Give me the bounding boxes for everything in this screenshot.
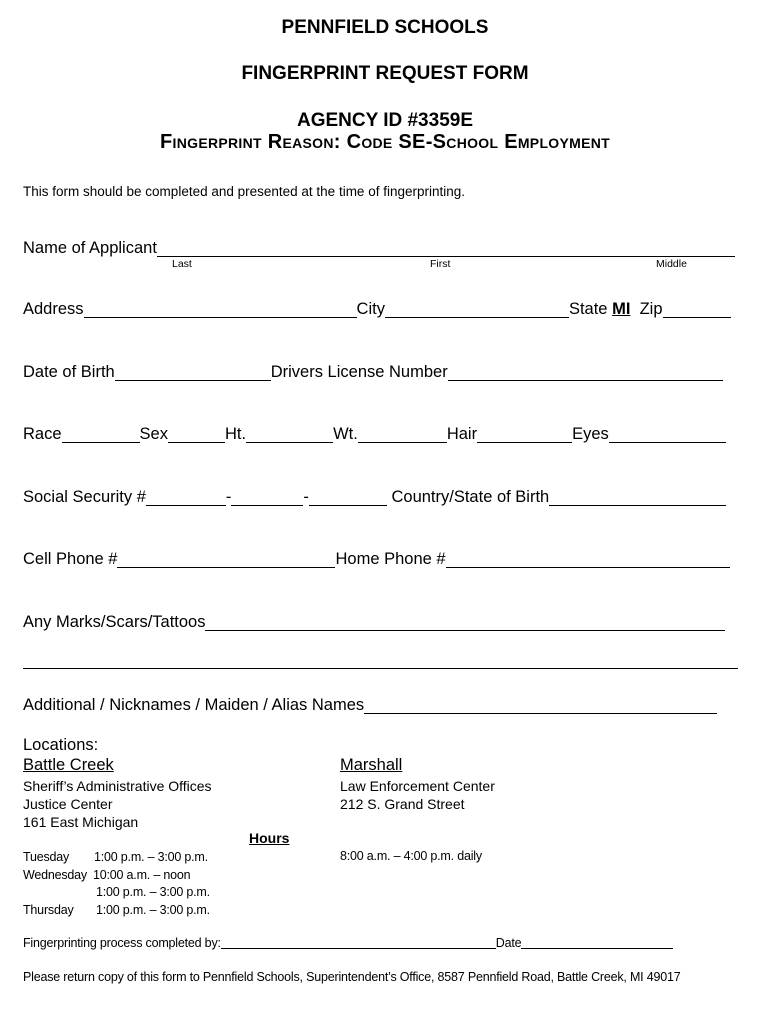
home-label: Home Phone # bbox=[335, 550, 446, 568]
alias-field[interactable] bbox=[364, 695, 717, 714]
ssn-part2[interactable] bbox=[231, 487, 303, 506]
hours-time: 10:00 a.m. – noon bbox=[93, 867, 191, 882]
middle-label: Middle bbox=[656, 258, 687, 270]
ssn-dash: - bbox=[303, 488, 309, 506]
return-instructions: Please return copy of this form to Pennfield Schools, Superintendent’s Office, 8587 Pennfield Road, Battle Creek, MI 49017 bbox=[23, 970, 681, 984]
city-label: City bbox=[356, 300, 385, 318]
birth-field[interactable] bbox=[549, 487, 726, 506]
name-field[interactable] bbox=[157, 238, 735, 257]
address-label: Address bbox=[23, 300, 84, 318]
address-row bbox=[23, 297, 731, 319]
battle-creek-address bbox=[23, 777, 212, 831]
home-field[interactable] bbox=[446, 549, 730, 568]
last-label: Last bbox=[172, 258, 192, 270]
dl-field[interactable] bbox=[448, 362, 723, 381]
birth-label: Country/State of Birth bbox=[391, 488, 550, 506]
address-line: 212 S. Grand Street bbox=[340, 796, 465, 812]
ssn-part1[interactable] bbox=[146, 487, 226, 506]
dob-field[interactable] bbox=[115, 362, 271, 381]
date-label: Date bbox=[495, 936, 522, 950]
form-title: FINGERPRINT REQUEST FORM bbox=[241, 63, 529, 84]
name-row bbox=[23, 236, 735, 258]
dob-label: Date of Birth bbox=[23, 363, 115, 381]
hours-day: Thursday bbox=[23, 902, 74, 917]
ht-label: Ht. bbox=[224, 425, 247, 443]
ssn-part3[interactable] bbox=[309, 487, 387, 506]
marshall-hours: 8:00 a.m. – 4:00 p.m. daily bbox=[340, 849, 482, 863]
battle-creek-heading: Battle Creek bbox=[23, 756, 114, 774]
address-line: 161 East Michigan bbox=[23, 814, 139, 830]
marks-label: Any Marks/Scars/Tattoos bbox=[23, 613, 206, 631]
race-field[interactable] bbox=[62, 424, 140, 443]
eyes-field[interactable] bbox=[609, 424, 726, 443]
alias-row bbox=[23, 693, 717, 715]
intro-text: This form should be completed and presented at the time of fingerprinting. bbox=[23, 184, 465, 199]
hours-heading: Hours bbox=[249, 830, 290, 846]
dl-label: Drivers License Number bbox=[270, 363, 448, 381]
eyes-label: Eyes bbox=[572, 425, 609, 443]
hours-time: 1:00 p.m. – 3:00 p.m. bbox=[96, 902, 210, 917]
marks-field[interactable] bbox=[205, 612, 725, 631]
marks-field-2[interactable] bbox=[23, 650, 738, 669]
sex-field[interactable] bbox=[168, 424, 225, 443]
marks-row-2 bbox=[23, 648, 738, 670]
completed-by-label: Fingerprinting process completed by: bbox=[23, 936, 221, 950]
ssn-row bbox=[23, 485, 726, 507]
race-label: Race bbox=[23, 425, 62, 443]
cell-label: Cell Phone # bbox=[23, 550, 118, 568]
hours-time: 1:00 p.m. – 3:00 p.m. bbox=[94, 850, 208, 864]
marshall-address bbox=[340, 777, 495, 813]
ssn-label: Social Security # bbox=[23, 488, 146, 506]
wt-label: Wt. bbox=[333, 425, 358, 443]
address-line: Law Enforcement Center bbox=[340, 778, 495, 794]
state-label: State bbox=[568, 300, 608, 318]
first-label: First bbox=[430, 258, 451, 270]
hours-day: Wednesday bbox=[23, 867, 87, 882]
hours-day: Tuesday bbox=[23, 850, 70, 864]
fingerprint-reason: Fingerprint Reason: Code SE-School Employment bbox=[160, 131, 610, 153]
wt-field[interactable] bbox=[358, 424, 447, 443]
hair-field[interactable] bbox=[477, 424, 572, 443]
zip-label: Zip bbox=[639, 300, 663, 318]
date-field[interactable] bbox=[521, 934, 673, 949]
state-value: MI bbox=[612, 300, 631, 318]
marks-row bbox=[23, 610, 725, 632]
ssn-dash: - bbox=[225, 488, 232, 506]
phone-row bbox=[23, 547, 730, 569]
address-field[interactable] bbox=[84, 299, 357, 318]
school-name: PENNFIELD SCHOOLS bbox=[281, 17, 489, 38]
cell-field[interactable] bbox=[117, 549, 335, 568]
locations-title: Locations: bbox=[23, 736, 99, 754]
sex-label: Sex bbox=[139, 425, 168, 443]
completed-by-field[interactable] bbox=[221, 934, 496, 949]
agency-id: AGENCY ID #3359E bbox=[296, 110, 473, 131]
physical-row bbox=[23, 422, 726, 444]
name-label: Name of Applicant bbox=[23, 239, 157, 257]
hair-label: Hair bbox=[446, 425, 478, 443]
dob-row bbox=[23, 360, 723, 382]
completed-row bbox=[23, 934, 673, 950]
city-field[interactable] bbox=[385, 299, 569, 318]
address-line: Justice Center bbox=[23, 796, 113, 812]
address-line: Sheriff’s Administrative Offices bbox=[23, 778, 212, 794]
ht-field[interactable] bbox=[246, 424, 333, 443]
zip-field[interactable] bbox=[663, 299, 731, 318]
alias-label: Additional / Nicknames / Maiden / Alias Names bbox=[23, 696, 365, 714]
marshall-heading: Marshall bbox=[340, 756, 403, 774]
hours-time: 1:00 p.m. – 3:00 p.m. bbox=[96, 885, 210, 899]
battle-creek-hours bbox=[23, 849, 210, 919]
